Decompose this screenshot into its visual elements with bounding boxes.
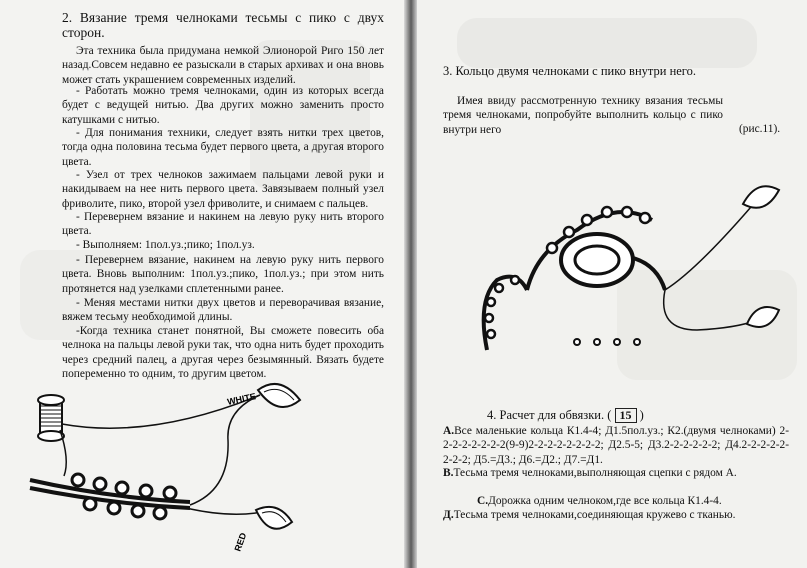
calc-item-b: В.Тесьма тремя челноками,выполняющая сцепки с рядом А. — [443, 467, 737, 479]
paragraph-6: - Перевернем вязание, накинем на левую руку нить первого цвета. Вновь выполним: 1пол.уз.;пико, 1пол.уз.; при этом нить протянется над узелками сплетенными ранее. — [62, 254, 384, 295]
section-3-intro: Имея ввиду рассмотренную технику вязания тесьмы тремя челноками, попробуйте выполнить кольцо с пико внутри него — [443, 95, 723, 136]
spool-icon — [38, 395, 64, 441]
paragraph-7: - Меняя местами нитки двух цветов и переворачивая вязание, вяжем тесьму необходимой длины. — [62, 297, 384, 324]
calc-item-d: Д.Тесьма тремя челноками,соединяющая кружево с тканью. — [443, 509, 736, 521]
paragraph-2: - Для понимания техники, следует взять нитки трех цветов, тогда одна половина тесьма будет первого цвета, а другая второго цвета. — [62, 127, 384, 168]
book-spine — [404, 0, 417, 568]
calc-item-a: А.Все маленькие кольца К1.4-4; Д1.5пол.уз.; К2.(двумя челноками) 2-2-2-2-2-2-2-2(9-9)2-2-2-2-2-2-2-2; Д2.5-5; Д3.2-2-2-2-2-2; Д4.2-2-2-2-2-2-2-2; Д5.=Д3.; Д6.=Д2.; Д7.=Д1. — [443, 425, 789, 466]
shuttle-icon — [747, 307, 779, 327]
paragraph-4: - Перевернем вязание и накинем на левую руку нить второго цвета. — [62, 211, 384, 238]
section-2-intro: Эта техника была придумана немкой Элионорой Риго 150 лет назад.Совсем недавно ее разыскали в старых архивах и она вновь может стать украшением современных изделий. — [62, 45, 384, 86]
shuttle-icon — [256, 507, 292, 529]
calc-number: 15 — [615, 408, 637, 423]
right-page — [417, 0, 807, 568]
tatting-ring-illustration — [457, 160, 797, 380]
paragraph-3: - Узел от трех челноков зажимаем пальцами левой руки и накидываем на нее нить первого цвета. Завязываем полный узел фриволите, пико, второй узел фриволите, и снимаем с пальцев. — [62, 169, 384, 210]
red-thread-label: RED — [232, 531, 249, 553]
section-3-heading: 3. Кольцо двумя челноками с пико внутри него. — [443, 64, 696, 78]
shuttle-icon — [258, 384, 300, 407]
three-shuttle-braid-illustration — [0, 380, 404, 568]
shuttle-icon — [743, 186, 779, 208]
calc-heading: 4. Расчет для обвязки. ( 15 ) — [487, 408, 644, 422]
section-2-heading: 2. Вязание тремя челноками тесьмы с пико с двух сторон. — [62, 10, 384, 40]
calc-item-c: С.Дорожка одним челноком,где все кольца К1.4-4. — [477, 495, 722, 507]
paragraph-1: - Работать можно тремя челноками, один из которых всегда будет с ведущей нитью. Два других можно заменить просто катушками с нитью. — [62, 85, 384, 126]
white-thread-label: WHITE — [226, 391, 257, 407]
paragraph-5: - Выполняем: 1пол.уз.;пико; 1пол.уз. — [76, 239, 255, 251]
figure-reference: (рис.11). — [739, 123, 781, 135]
paragraph-8: -Когда техника станет понятной, Вы сможете повесить оба челнока на пальцы левой руки так, что одна нить будет проходить через средний палец, а другая через безымянный. Вязать будете попеременно то одним, то другим цветом. — [62, 325, 384, 380]
